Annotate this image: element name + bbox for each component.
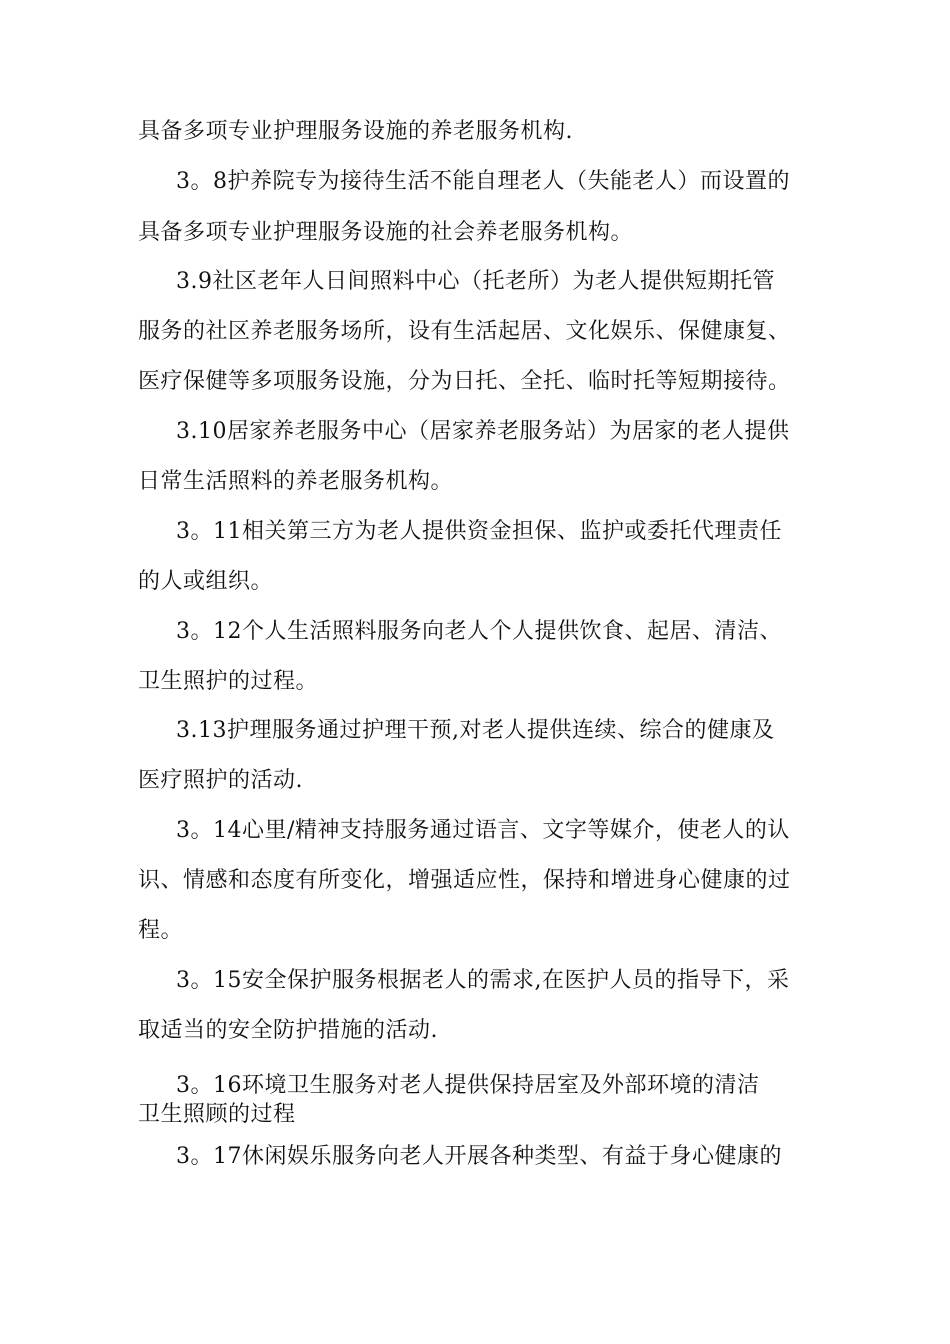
text-line-15: 3。14心里/精神支持服务通过语言、文字等媒介，使老人的认 xyxy=(176,818,790,843)
text-line-11: 3。12个人生活照料服务向老人个人提供饮食、起居、清洁、 xyxy=(176,619,782,644)
text-line-18: 3。15安全保护服务根据老人的需求,在医护人员的指导下，采 xyxy=(176,968,790,993)
text-line-12: 卫生照护的过程。 xyxy=(138,669,319,694)
text-line-7: 3.10居家养老服务中心（居家养老服务站）为居家的老人提供 xyxy=(176,419,790,444)
text-line-2: 3。8护养院专为接待生活不能自理老人（失能老人）而设置的 xyxy=(176,169,790,194)
text-line-16: 识、情感和态度有所变化，增强适应性，保持和增进身心健康的过 xyxy=(138,868,791,893)
text-line-13: 3.13护理服务通过护理干预,对老人提供连续、综合的健康及 xyxy=(176,718,775,743)
text-line-22: 3。17休闲娱乐服务向老人开展各种类型、有益于身心健康的 xyxy=(176,1144,782,1169)
text-line-17: 程。 xyxy=(138,918,184,943)
text-line-5: 服务的社区养老服务场所，设有生活起居、文化娱乐、保健康复、 xyxy=(138,319,791,344)
text-line-20: 3。16环境卫生服务对老人提供保持居室及外部环境的清洁 xyxy=(176,1073,760,1098)
text-line-14: 医疗照护的活动. xyxy=(138,768,303,793)
text-line-19: 取适当的安全防护措施的活动. xyxy=(138,1018,438,1043)
text-line-1: 具备多项专业护理服务设施的养老服务机构. xyxy=(138,119,573,144)
text-line-8: 日常生活照料的养老服务机构。 xyxy=(138,469,454,494)
text-line-9: 3。11相关第三方为老人提供资金担保、监护或委托代理责任 xyxy=(176,519,782,544)
text-line-10: 的人或组织。 xyxy=(138,569,274,594)
text-line-4: 3.9社区老年人日间照料中心（托老所）为老人提供短期托管 xyxy=(176,269,775,294)
text-line-3: 具备多项专业护理服务设施的社会养老服务机构。 xyxy=(138,220,634,245)
text-line-6: 医疗保健等多项服务设施，分为日托、全托、临时托等短期接待。 xyxy=(138,369,791,394)
text-line-21: 卫生照顾的过程 xyxy=(138,1102,296,1127)
